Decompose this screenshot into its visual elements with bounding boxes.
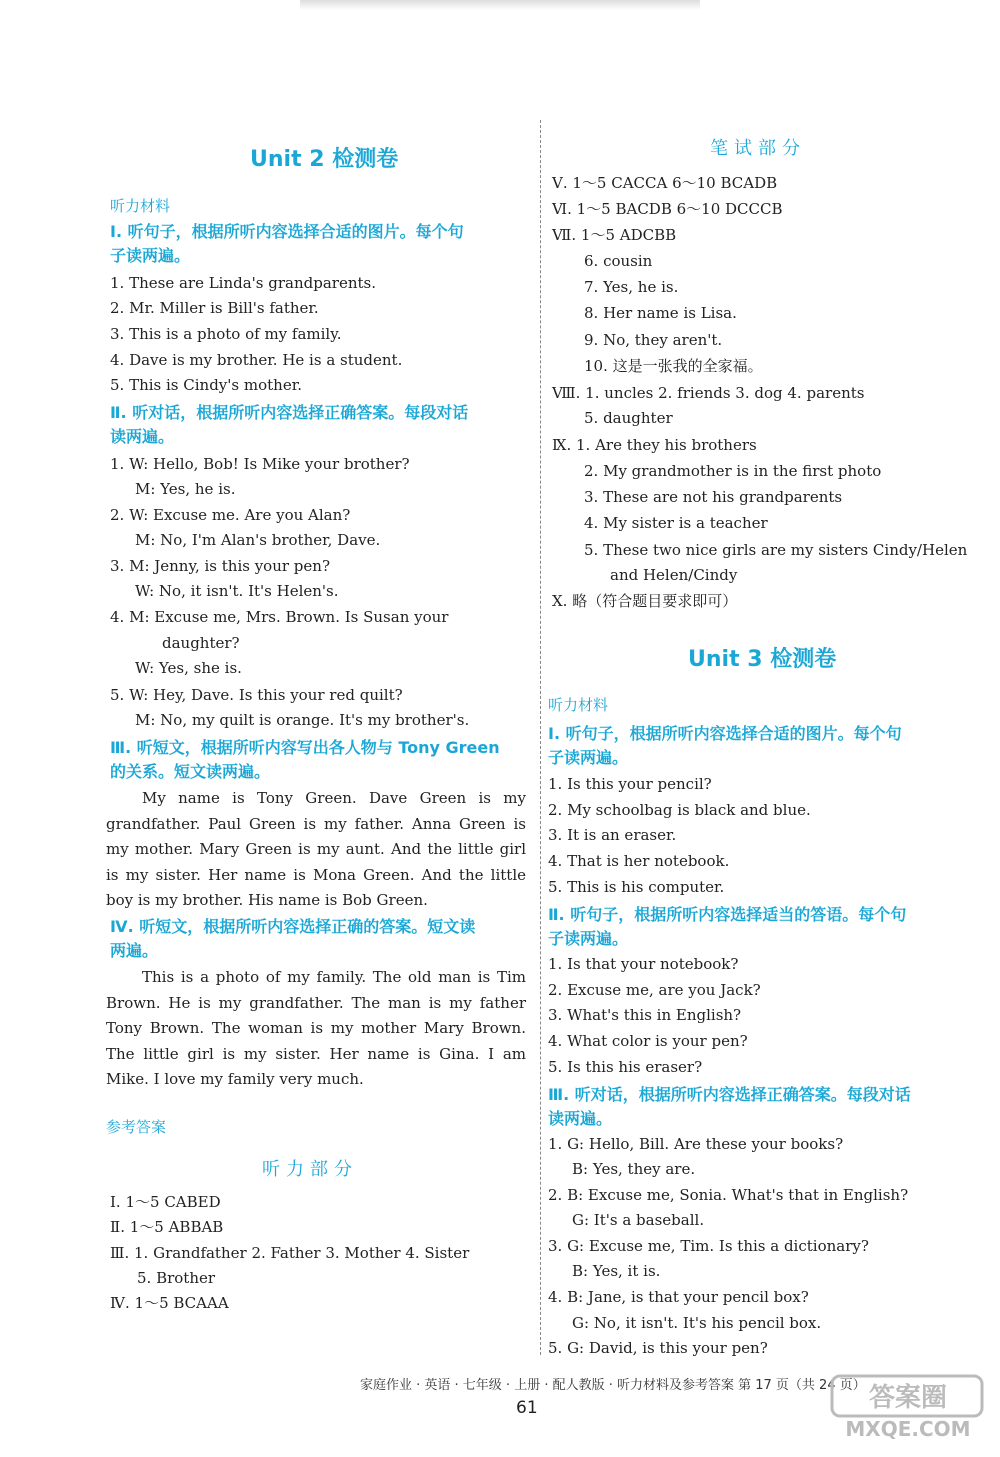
answer-line: 6. cousin (584, 252, 653, 270)
list-item: 5. This is Cindy's mother. (110, 376, 302, 394)
section-2-heading: 读两遍。 (110, 427, 175, 446)
section-2-heading: Ⅱ. 听对话，根据所听内容选择正确答案。每段对话 (110, 403, 469, 422)
list-item: 2. My schoolbag is black and blue. (548, 801, 811, 819)
page-number: 61 (516, 1398, 538, 1418)
list-item: 4. That is her notebook. (548, 852, 730, 870)
answer-line: 7. Yes, he is. (584, 278, 679, 296)
list-item: 1. Is that your notebook? (548, 955, 739, 973)
dialogue-line: 2. B: Excuse me, Sonia. What's that in English? (548, 1186, 909, 1204)
section-3-heading: Ⅲ. 听短文，根据所听内容写出各人物与 Tony Green (110, 738, 500, 757)
answer-line: Ⅲ. 1. Grandfather 2. Father 3. Mother 4. Sister (110, 1244, 470, 1262)
section-3-heading: Ⅲ. 听对话，根据所听内容选择正确答案。每段对话 (548, 1085, 911, 1104)
dialogue-line: W: No, it isn't. It's Helen's. (135, 582, 339, 600)
list-item: 2. Excuse me, are you Jack? (548, 981, 761, 999)
watermark-logo (830, 1372, 990, 1442)
listening-label: 听力材料 (110, 197, 171, 215)
list-item: 1. Is this your pencil? (548, 775, 712, 793)
answer-line: Ⅰ. 1～5 CABED (110, 1193, 221, 1211)
listening-label: 听力材料 (548, 696, 609, 714)
dialogue-line: M: No, I'm Alan's brother, Dave. (135, 531, 381, 549)
answer-line: Ⅷ. 1. uncles 2. friends 3. dog 4. parents (552, 384, 865, 402)
dialogue-line: G: It's a baseball. (572, 1211, 705, 1229)
dialogue-line: 5. G: David, is this your pen? (548, 1339, 768, 1357)
answer-line: 8. Her name is Lisa. (584, 304, 737, 322)
answer-line: Ⅱ. 1～5 ABBAB (110, 1218, 224, 1236)
answer-line: Ⅴ. 1～5 CACCA 6～10 BCADB (552, 174, 778, 192)
answer-line: 9. No, they aren't. (584, 331, 723, 349)
answer-line: Ⅹ. 略（符合题目要求即可） (552, 592, 738, 610)
scan-artifact (300, 0, 700, 10)
dialogue-line: 2. W: Excuse me. Are you Alan? (110, 506, 351, 524)
section-3-heading: 读两遍。 (548, 1109, 613, 1128)
page-footer: 家庭作业 · 英语 · 七年级 · 上册 · 配人教版 · 听力材料及参考答案 第 17 页（共 24 页） (360, 1378, 866, 1393)
section-2-heading: 子读两遍。 (548, 929, 629, 948)
dialogue-line: 5. W: Hey, Dave. Is this your red quilt? (110, 686, 403, 704)
written-part-title: 笔试部分 (710, 138, 806, 159)
dialogue-line: 1. W: Hello, Bob! Is Mike your brother? (110, 455, 410, 473)
dialogue-line: 4. M: Excuse me, Mrs. Brown. Is Susan your (110, 608, 449, 626)
dialogue-line: daughter? (162, 634, 240, 652)
section-1-heading: 子读两遍。 (548, 748, 629, 767)
unit3-title: Unit 3 检测卷 (688, 647, 837, 672)
dialogue-line: B: Yes, it is. (572, 1262, 661, 1280)
dialogue-line: 3. M: Jenny, is this your pen? (110, 557, 330, 575)
list-item: 1. These are Linda's grandparents. (110, 274, 377, 292)
dialogue-line: M: Yes, he is. (135, 480, 236, 498)
dialogue-line: W: Yes, she is. (135, 659, 242, 677)
answer-line: 4. My sister is a teacher (584, 514, 768, 532)
dialogue-line: 3. G: Excuse me, Tim. Is this a dictionary? (548, 1237, 869, 1255)
answer-line: Ⅵ. 1～5 BACDB 6～10 DCCCB (552, 200, 783, 218)
answer-line: 5. These two nice girls are my sisters Cindy/Helen (584, 541, 968, 559)
unit2-title: Unit 2 检测卷 (250, 147, 399, 172)
column-divider (540, 120, 541, 1355)
answer-line: 5. daughter (584, 409, 673, 427)
section-2-heading: Ⅱ. 听句子，根据所听内容选择适当的答语。每个句 (548, 905, 907, 924)
list-item: 5. This is his computer. (548, 878, 725, 896)
listening-part-title: 听力部分 (262, 1159, 358, 1180)
svg-text:答案圈: 答案圈 (868, 1383, 948, 1413)
dialogue-line: B: Yes, they are. (572, 1160, 696, 1178)
section-1-heading: 子读两遍。 (110, 246, 191, 265)
section-4-heading: 两遍。 (110, 941, 159, 960)
passage-text: My name is Tony Green. Dave Green is my grandfather. Paul Green is my father. Anna Green is my mother. Mary Green is my aunt. And the little girl is my sister. Her name is Mona Green. And the little boy is my brother. His name is Bob Green. (106, 789, 526, 909)
answer-line: Ⅳ. 1～5 BCAAA (110, 1294, 229, 1312)
answer-line: Ⅸ. 1. Are they his brothers (552, 436, 757, 454)
list-item: 4. What color is your pen? (548, 1032, 748, 1050)
list-item: 3. This is a photo of my family. (110, 325, 342, 343)
answer-line: and Helen/Cindy (610, 566, 738, 584)
answers-label: 参考答案 (106, 1118, 167, 1136)
list-item: 3. What's this in English? (548, 1006, 742, 1024)
section-1-heading: Ⅰ. 听句子，根据所听内容选择合适的图片。每个句 (548, 724, 902, 743)
list-item: 3. It is an eraser. (548, 826, 677, 844)
list-item: 4. Dave is my brother. He is a student. (110, 351, 403, 369)
answer-line: Ⅶ. 1～5 ADCBB (552, 226, 677, 244)
list-item: 2. Mr. Miller is Bill's father. (110, 299, 319, 317)
dialogue-line: 1. G: Hello, Bill. Are these your books? (548, 1135, 844, 1153)
dialogue-line: M: No, my quilt is orange. It's my brother's. (135, 711, 470, 729)
list-item: 5. Is this his eraser? (548, 1058, 703, 1076)
section-1-heading: Ⅰ. 听句子，根据所听内容选择合适的图片。每个句 (110, 222, 464, 241)
dialogue-line: G: No, it isn't. It's his pencil box. (572, 1314, 822, 1332)
dialogue-line: 4. B: Jane, is that your pencil box? (548, 1288, 809, 1306)
answer-line: 5. Brother (137, 1269, 216, 1287)
section-3-heading: 的关系。短文读两遍。 (110, 762, 271, 781)
section-4-heading: Ⅳ. 听短文，根据所听内容选择正确的答案。短文读 (110, 917, 476, 936)
watermark-text: MXQE.COM (845, 1417, 971, 1441)
passage-text: This is a photo of my family. The old man is Tim Brown. He is my grandfather. The man is my father Tony Brown. The woman is my mother Mary Brown. The little girl is my sister. Her name is Gina. I am Mike. I love my family very much. (106, 968, 526, 1088)
answer-line: 10. 这是一张我的全家福。 (584, 357, 763, 375)
answer-line: 3. These are not his grandparents (584, 488, 843, 506)
answer-line: 2. My grandmother is in the first photo (584, 462, 882, 480)
